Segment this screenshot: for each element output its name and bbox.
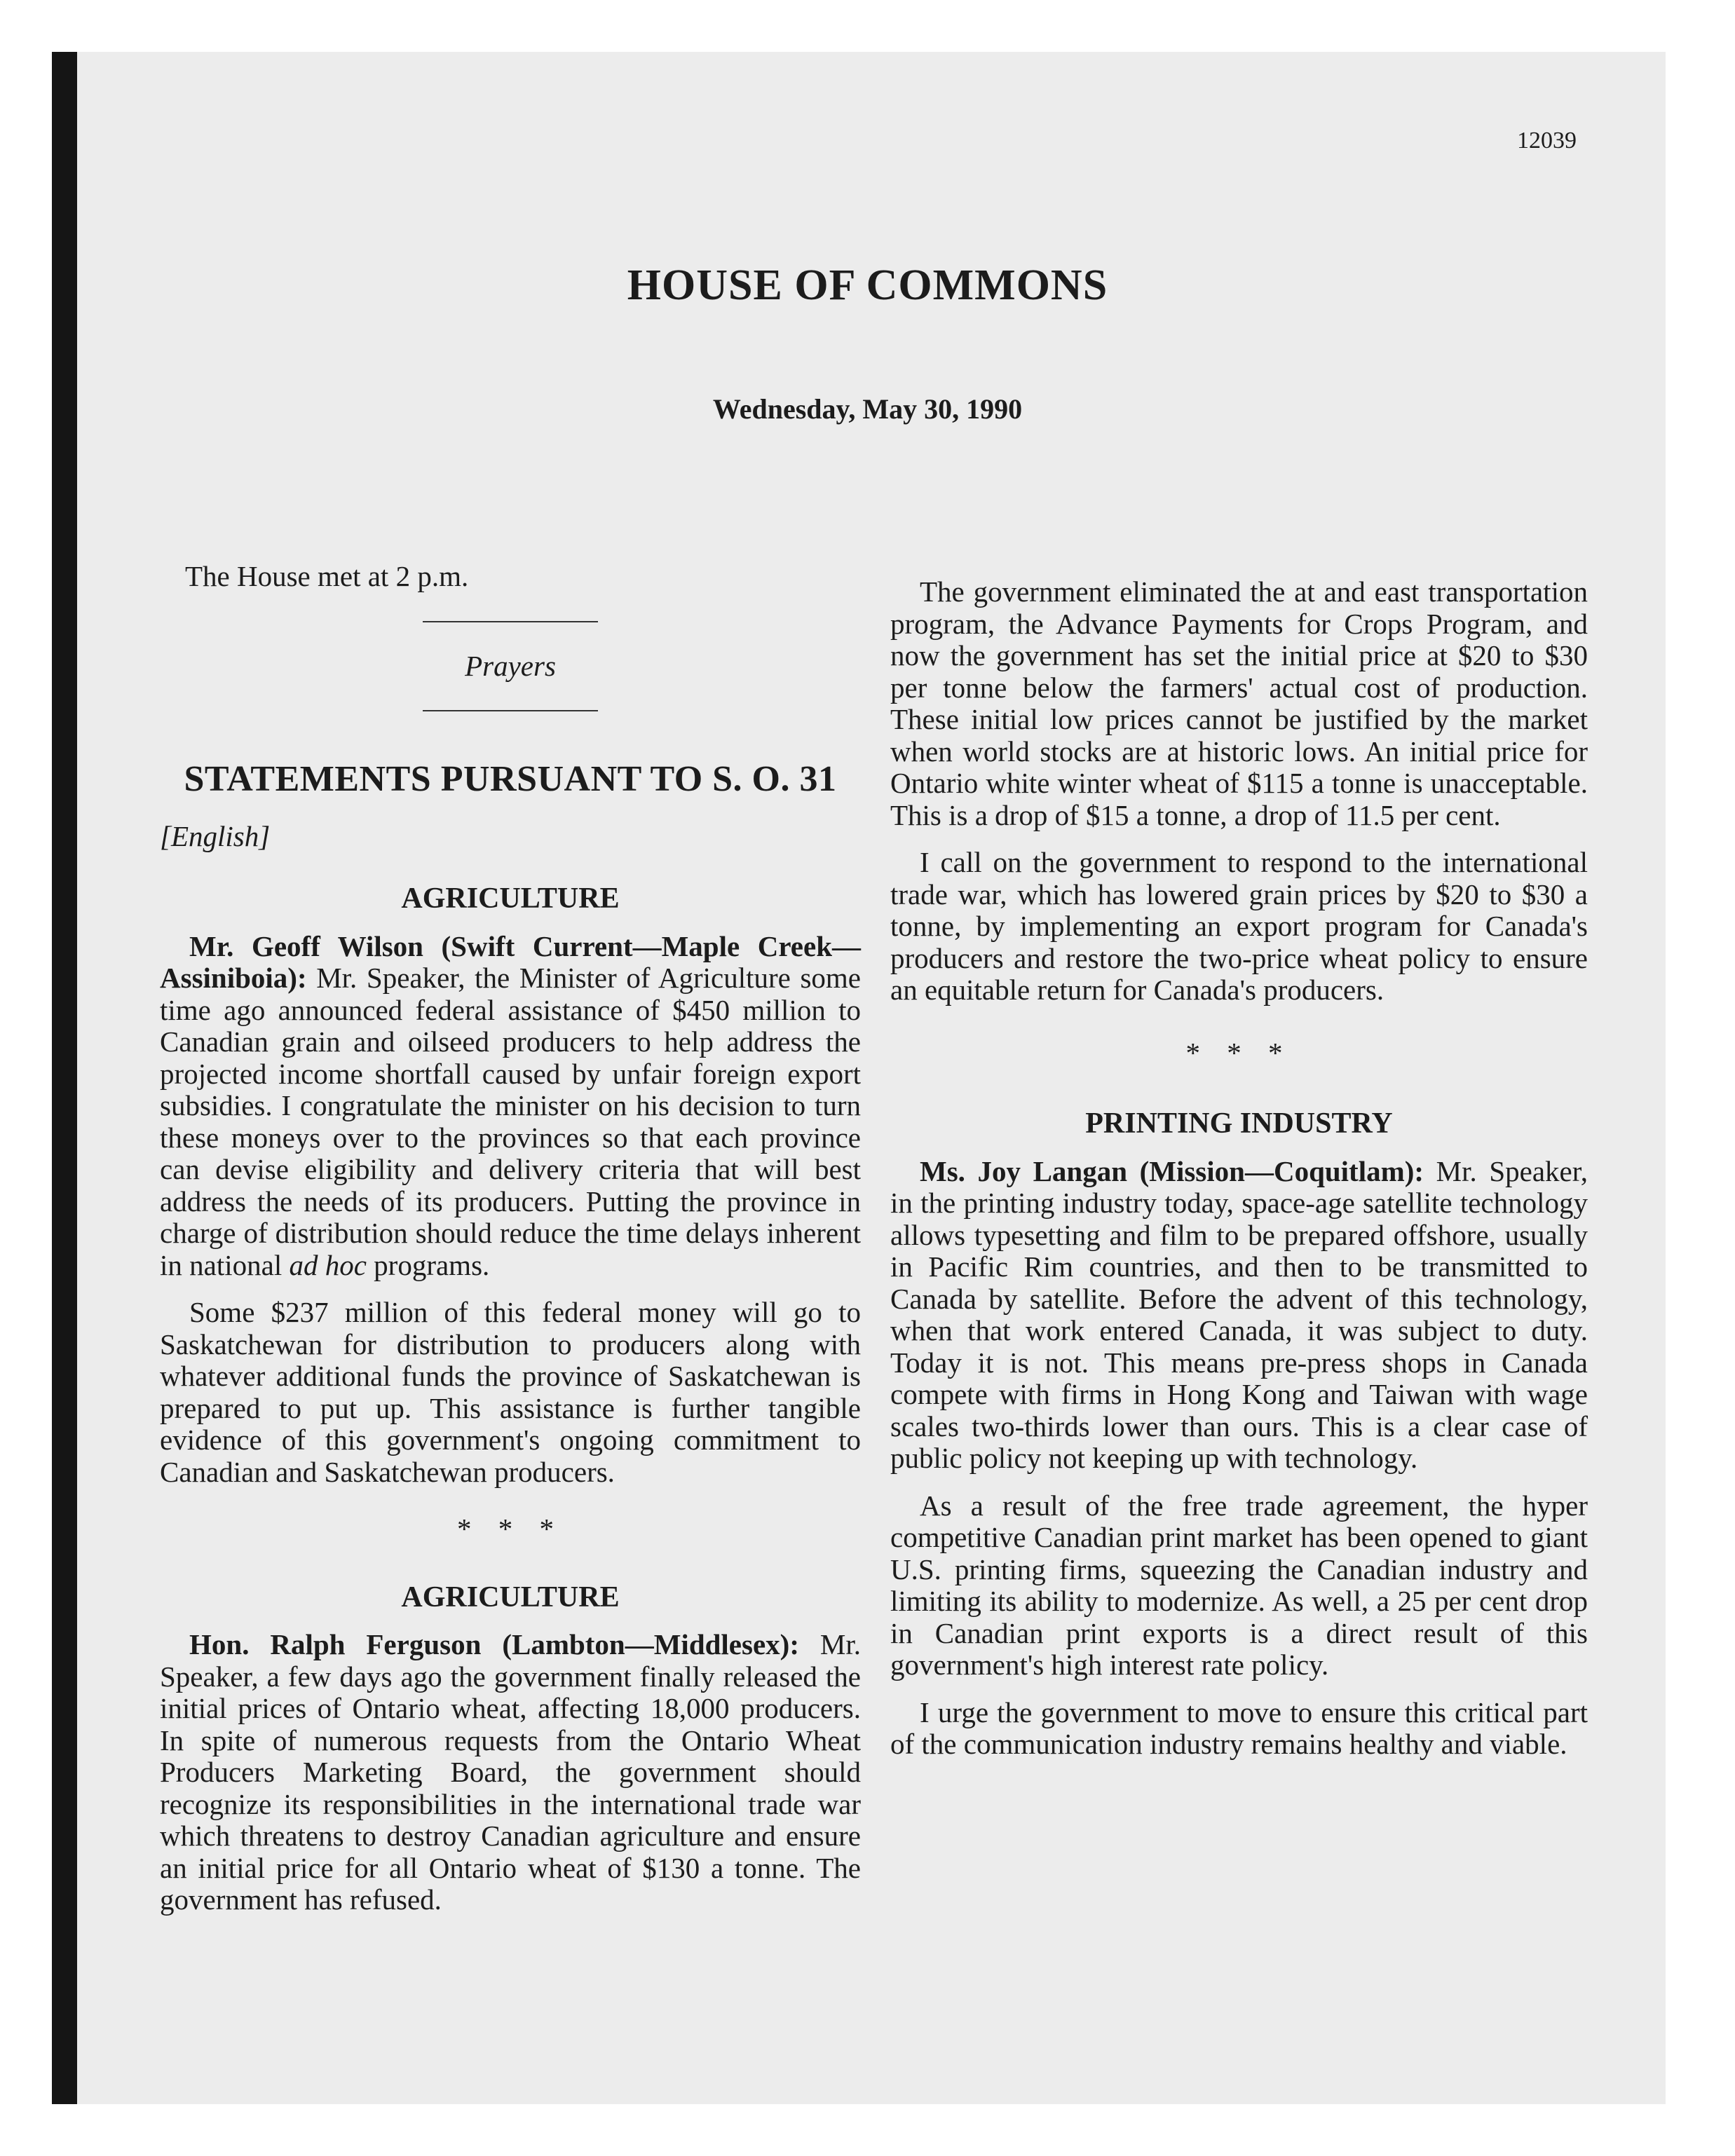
divider-rule: [423, 621, 598, 622]
statement-paragraph: As a result of the free trade agreement, the hyper competitive Canadian print market has been opened to giant U.S. printing firms, squeezing the Canadian industry and limiting its ability to modernize. As well, a 25 per cent drop in Canadian print exports is a direct result of this government's high interest rate policy.: [890, 1489, 1588, 1681]
statement-paragraph: Hon. Ralph Ferguson (Lambton—Middlesex): Mr. Speaker, a few days ago the government finally released the initial prices of Ontario wheat, affecting 18,000 producers. In spite of numerous requests from the Ontario Wheat Producers Marketing Board, the government should recognize its responsibilities in the international trade war which threatens to destroy Canadian agriculture and ensure an initial price for all Ontario wheat of $130 a tonne. The government has refused.: [160, 1628, 861, 1916]
opening-line: The House met at 2 p.m.: [185, 560, 469, 592]
statement-paragraph: Some $237 million of this federal money will go to Saskatchewan for distribution to producers along with whatever additional funds the province of Saskatchewan is prepared to put up. This assistance is further tangible evidence of this government's ongoing commitment to Canadian and Saskatchewan producers.: [160, 1296, 861, 1488]
page-number: 12039: [1517, 128, 1577, 153]
right-column: [890, 561, 1588, 1761]
statement-paragraph: I call on the government to respond to the international trade war, which has lowered grain prices by $20 to $30 a tonne, by implementing an export program for Canada's producers and restore the two-price wheat policy to ensure an equitable return for Canada's producers.: [890, 846, 1588, 1006]
statement-paragraph: I urge the government to move to ensure this critical part of the communication industry remains healthy and viable.: [890, 1696, 1588, 1760]
page-title: HOUSE OF COMMONS: [627, 261, 1108, 309]
statement-subject: PRINTING INDUSTRY: [1085, 1107, 1393, 1140]
speaker-name: Hon. Ralph Ferguson (Lambton—Middlesex):: [189, 1628, 799, 1660]
statement-subject: AGRICULTURE: [401, 1581, 620, 1613]
divider-rule: [423, 710, 598, 711]
statement-paragraph: Mr. Geoff Wilson (Swift Current—Maple Creek—Assiniboia): Mr. Speaker, the Minister of Agriculture some time ago announced federal assistance of $450 million to Canadian grain and oilseed producers to help address the projected income shortfall caused by unfair foreign export subsidies. I congratulate the minister on his decision to turn these moneys over to the provinces so that each province can devise eligibility and delivery criteria that will best address the needs of its producers. Putting the province in charge of distribution should reduce the time delays inherent in national ad hoc programs.: [160, 929, 861, 1281]
prayers-label: Prayers: [465, 649, 556, 682]
separator-stars: * * *: [1185, 1036, 1293, 1069]
speaker-name: Mr. Geoff Wilson (Swift Current—Maple Creek—Assiniboia):: [160, 929, 861, 994]
statement-subject: AGRICULTURE: [401, 882, 620, 915]
statement-paragraph: The government eliminated the at and east transportation program, the Advance Payments for Crops Program, and now the government has set the initial price at $20 to $30 per tonne below the farmers' actual cost of production. These initial low prices cannot be justified by the market when world stocks are at historic lows. An initial price for Ontario white winter wheat of $115 a tonne is unacceptable. This is a drop of $15 a tonne, a drop of 11.5 per cent.: [890, 575, 1588, 831]
separator-stars: * * *: [457, 1513, 564, 1545]
binding-edge: [52, 52, 77, 2104]
section-heading: STATEMENTS PURSUANT TO S. O. 31: [184, 759, 837, 799]
left-column: [160, 561, 861, 1916]
sitting-date: Wednesday, May 30, 1990: [712, 393, 1023, 425]
statement-paragraph: Ms. Joy Langan (Mission—Coquitlam): Mr. Speaker, in the printing industry today, space-age satellite technology allows typesetting and film to be prepared offshore, usually in Pacific Rim countries, and then to be transmitted to Canada by satellite. Before the advent of this technology, when that work entered Canada, it was subject to duty. Today it is not. This means pre-press shops in Canada compete with firms in Hong Kong and Taiwan with wage scales two-thirds lower than ours. This is a clear case of public policy not keeping up with technology.: [890, 1154, 1588, 1474]
speaker-name: Ms. Joy Langan (Mission—Coquitlam):: [920, 1154, 1424, 1187]
language-tag: [English]: [160, 819, 271, 852]
